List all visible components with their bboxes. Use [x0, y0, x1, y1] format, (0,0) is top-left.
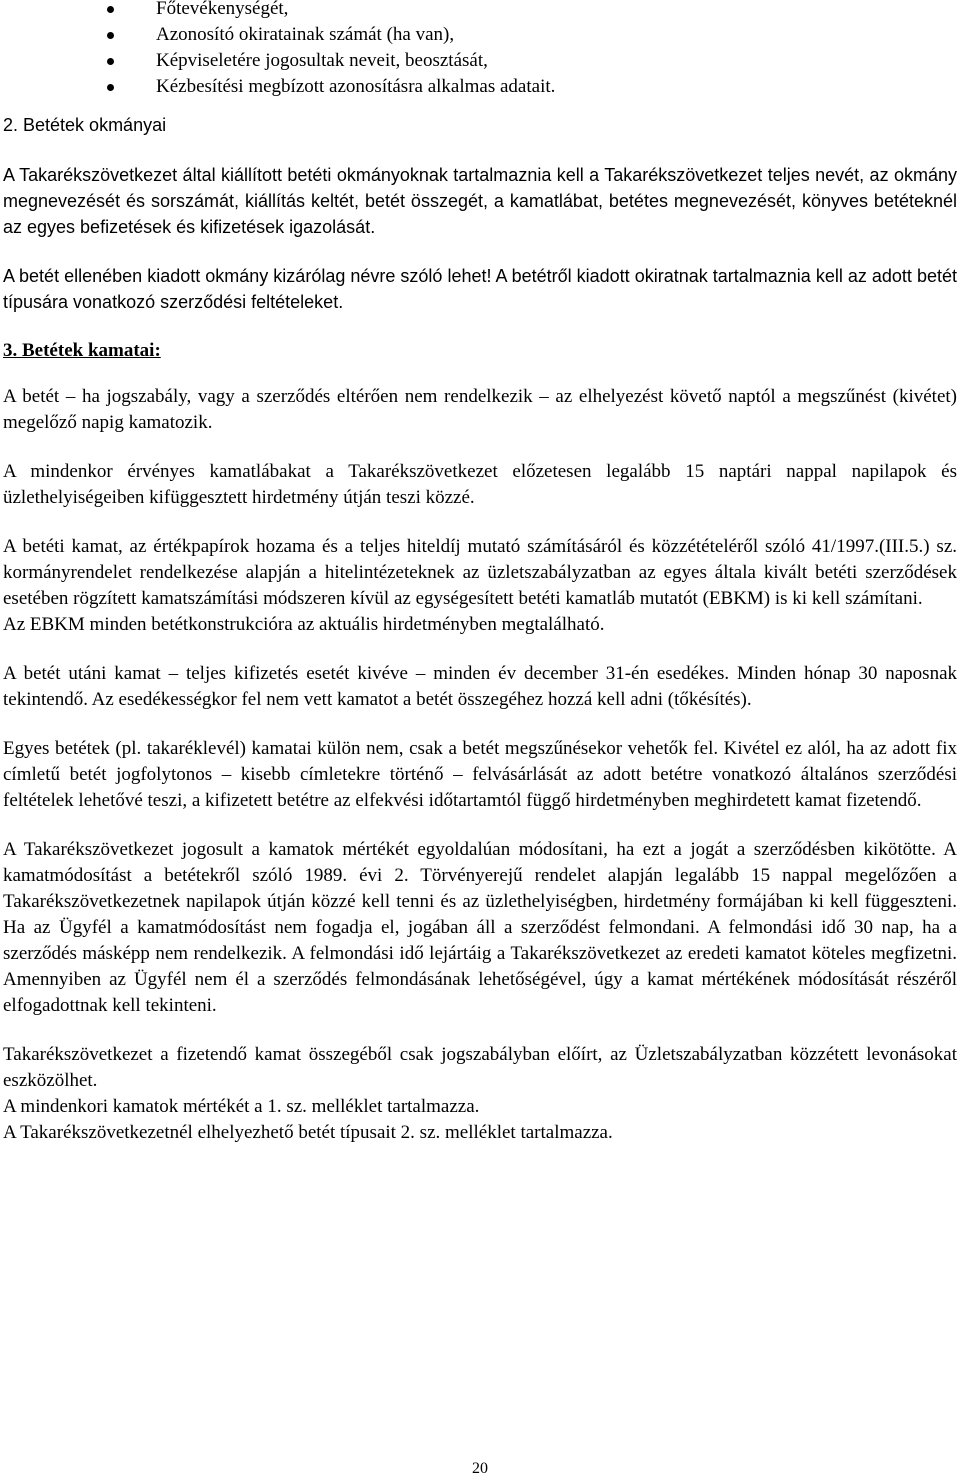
list-item: [3, 48, 957, 74]
section-heading-2: 2. Betétek okmányai: [3, 115, 167, 135]
section3-paragraph-3: A betéti kamat, az értékpapírok hozama és a teljes hiteldíj mutató számításáról és közzétételéről szóló 41/1997.(III.5.) sz. kormányrendelet rendelkezése alapján a hitelintézeteknek az üzletszabályzatban az egyes általa kivált betéti szerződések esetében rögzített kamatszámítási módszeren kívül az egységesített betéti kamatláb mutatót (EBKM) is ki kell számítani.: [3, 536, 957, 609]
section3-paragraph-9: A mindenkori kamatok mértékét a 1. sz. melléklet tartalmazza.: [3, 1096, 480, 1117]
client-data-list: [3, 0, 957, 100]
list-item-text: Főtevékenységét,: [156, 0, 289, 19]
section3-paragraph-10: A Takarékszövetkezetnél elhelyezhető betét típusait 2. sz. melléklet tartalmazza.: [3, 1122, 613, 1143]
section3-paragraph-7: A Takarékszövetkezet jogosult a kamatok mértékét egyoldalúan módosítani, ha ezt a jogát a szerződésben kikötötte. A kamatmódosítást a betétekről szóló 1989. évi 2. Törvényerejű rendelet alapján legalább 15 nappal megelőzően a Takarékszövetkezetnek napilapok útján közzé kell tenni és az üzlethelyiségben, hirdetmény formájában ki kell függeszteni. Ha az Ügyfél a kamatmódosítást nem fogadja el, jogában áll a szerződést felmondani. A felmondási idő 30 nap, ha a szerződés másképp nem rendelkezik. A felmondási idő lejártáig a Takarékszövetkezet az eredeti kamatot köteles megfizetni. Amennyiben az Ügyfél nem él a szerződés felmondásának lehetőségével, úgy a kamat mértékének módosítását részéről elfogadottnak kell tekinteni.: [3, 839, 957, 1016]
list-item-text: Képviseletére jogosultak neveit, beosztását,: [156, 50, 488, 71]
section3-paragraph-1: A betét – ha jogszabály, vagy a szerződés eltérően nem rendelkezik – az elhelyezést követő naptól a megszűnést (kivétet) megelőző napig kamatozik.: [3, 386, 957, 433]
page-number: 20: [472, 1460, 488, 1477]
section2-paragraph-2: A betét ellenében kiadott okmány kizárólag névre szóló lehet! A betétről kiadott okiratnak tartalmaznia kell az adott betét típusára vonatkozó szerződési feltételeket.: [3, 266, 957, 312]
section3-paragraph-5: A betét utáni kamat – teljes kifizetés esetét kivéve – minden év december 31-én esedékes. Minden hónap 30 naposnak tekintendő. Az esedékességkor fel nem vett kamatot a betét összegéhez hozzá kell adni (tőkésítés).: [3, 663, 957, 710]
bullet-icon: [107, 58, 114, 65]
list-item: [3, 22, 957, 48]
list-item: [3, 74, 957, 100]
section-heading-3: 3. Betétek kamatai:: [3, 340, 161, 361]
section3-paragraph-8: Takarékszövetkezet a fizetendő kamat összegéből csak jogszabályban előírt, az Üzletszabályzatban közzétett levonásokat eszközölhet.: [3, 1044, 957, 1091]
section3-paragraph-4: Az EBKM minden betétkonstrukcióra az aktuális hirdetményben megtalálható.: [3, 614, 605, 635]
list-item: [3, 0, 957, 22]
section3-paragraph-2: A mindenkor érvényes kamatlábakat a Takarékszövetkezet előzetesen legalább 15 naptári nappal napilapok és üzlethelyiségeiben kifüggesztett hirdetmény útján teszi közzé.: [3, 461, 957, 508]
bullet-icon: [107, 6, 114, 13]
bullet-icon: [107, 32, 114, 39]
list-item-text: Azonosító okiratainak számát (ha van),: [156, 24, 455, 45]
section2-paragraph-1: A Takarékszövetkezet által kiállított betéti okmányoknak tartalmaznia kell a Takarékszövetkezet teljes nevét, az okmány megnevezését és sorszámát, kiállítás keltét, betét összegét, a kamatlábat, betétes megnevezését, könyves betéteknél az egyes befizetések és kifizetések igazolását.: [3, 165, 957, 237]
bullet-icon: [107, 84, 114, 91]
section3-paragraph-6: Egyes betétek (pl. takaréklevél) kamatai külön nem, csak a betét megszűnésekor vehetők fel. Kivétel ez alól, ha az adott fix címletű betét jogfolytonos – kisebb címletekre történő – felvásárlását az adott betétre vonatkozó általános szerződési feltételek lehetővé teszi, a kifizetett betétre az elfekvési időtartamtól függő hirdetményben meghirdetett kamat fizetendő.: [3, 738, 957, 811]
list-item-text: Kézbesítési megbízott azonosításra alkalmas adatait.: [156, 76, 556, 97]
page-content: [3, 0, 957, 1146]
